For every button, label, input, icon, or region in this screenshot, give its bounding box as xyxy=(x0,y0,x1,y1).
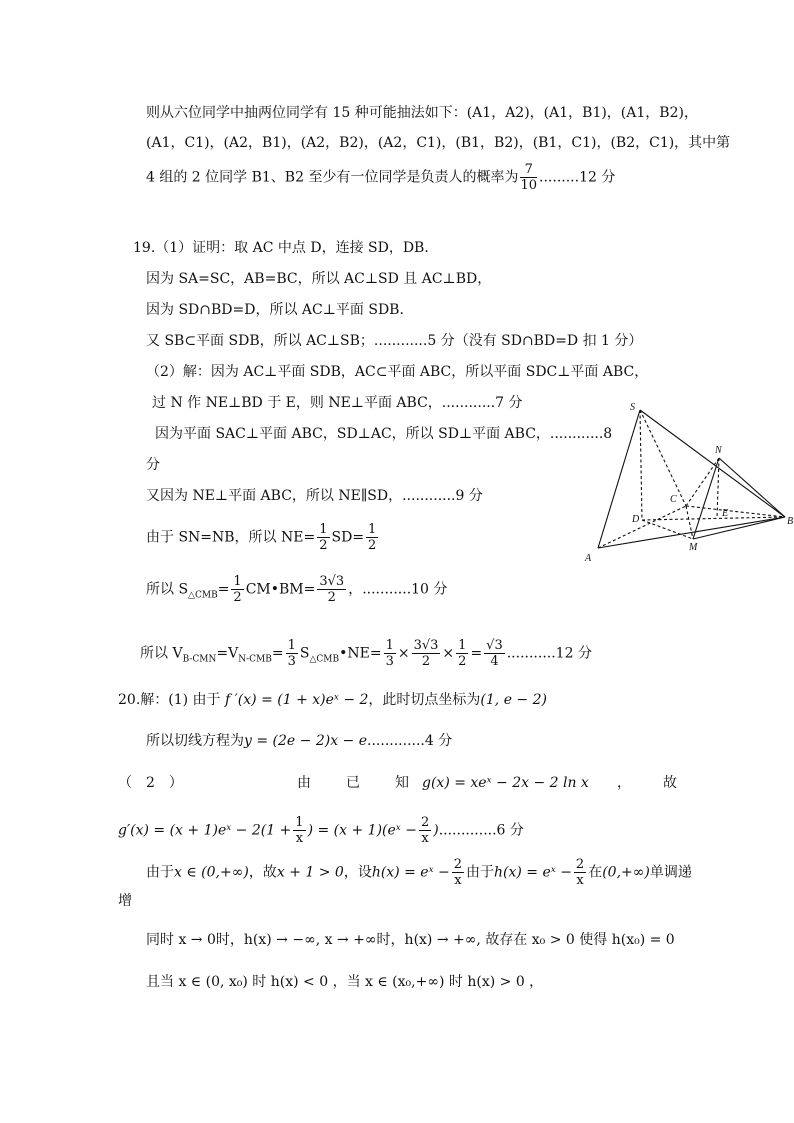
x-denominator: x xyxy=(421,831,429,846)
half-fraction-2 xyxy=(366,522,378,553)
p20-l5-domain: x ∈ (0,+∞) xyxy=(174,864,249,881)
third-numerator: 1 xyxy=(287,638,296,653)
p20-line5b: 增 xyxy=(118,893,132,909)
label-S: S xyxy=(630,402,635,413)
p19-line9 xyxy=(146,522,380,553)
p20-line1 xyxy=(118,690,547,710)
volume-denominator: 4 xyxy=(490,654,499,669)
p20-line7: 且当 x ∈ (0, x₀) 时 h(x) < 0 ，当 x ∈ (x₀,+∞) 时 h(x) > 0 ， xyxy=(146,974,544,990)
x-denominator: x xyxy=(576,873,584,888)
edge-SD xyxy=(640,410,642,520)
x-denominator: x xyxy=(295,831,304,846)
p19-line6: 过 N 作 NE⊥BD 于 E，则 NE⊥平面 ABC，............7 分 xyxy=(152,395,523,411)
p20-l5-i: 在 xyxy=(588,864,603,881)
area-fraction xyxy=(317,574,346,605)
p18-score: .........12 分 xyxy=(539,169,616,186)
prob-denominator: 10 xyxy=(520,178,538,193)
l11-sub2: N-CMB xyxy=(238,654,272,665)
prob-numerator: 7 xyxy=(520,162,537,178)
p20-l3-yi: 已 xyxy=(346,775,360,791)
half-fraction-4 xyxy=(456,638,468,669)
p20-l3-zhi: 知 xyxy=(395,775,409,791)
half-numerator: 1 xyxy=(319,522,328,537)
one-numerator: 1 xyxy=(295,815,304,830)
two-numerator: 2 xyxy=(420,815,430,830)
label-M: M xyxy=(689,542,698,553)
p18-line2: (A1，C1)，(A2，B1)，(A2，B2)，(A2，C1)，(B1，B2)，(B1，C1)，(B2，C1)，其中第 xyxy=(146,135,731,151)
l11-score: ...........12 分 xyxy=(506,645,592,662)
edge-MB xyxy=(693,517,785,539)
l10-text: 所以 S xyxy=(146,581,189,598)
edge-SC xyxy=(640,410,686,506)
edge-SA xyxy=(598,410,640,548)
l10-cm-bm: CM•BM= xyxy=(245,581,316,598)
p20-line2 xyxy=(146,731,452,751)
third-fraction-2 xyxy=(384,638,396,669)
l11-v: =V xyxy=(216,645,239,662)
p20-l5-interval: (0,+∞) xyxy=(602,864,650,881)
half-fraction xyxy=(317,522,329,553)
area-denominator: 2 xyxy=(327,590,336,605)
half-numerator: 1 xyxy=(233,574,242,589)
label-E: E xyxy=(722,508,729,519)
half-denominator: 2 xyxy=(368,538,377,553)
half-fraction-3 xyxy=(231,574,243,605)
edge-CN xyxy=(686,458,719,506)
area-numerator: 3√3 xyxy=(413,638,439,653)
area-denominator: 2 xyxy=(421,654,431,669)
p19-line4: 又 SB⊂平面 SDB，所以 AC⊥SB；............5 分（没有 SD∩BD=D 扣 1 分） xyxy=(146,333,643,349)
two-over-x-2 xyxy=(452,857,464,888)
half-denominator: 2 xyxy=(233,590,242,605)
l10-score: ，...........10 分 xyxy=(348,581,448,598)
p20-l5-a: 由于 xyxy=(146,864,174,881)
p19-line7b: 分 xyxy=(146,457,160,473)
edge-NM xyxy=(693,458,719,539)
p20-tangent-point: (1, e − 2) xyxy=(480,692,547,708)
l11-text: 所以 V xyxy=(140,645,183,662)
half-denominator: 2 xyxy=(319,538,328,553)
l11-ne: •NE= xyxy=(339,645,382,662)
l10-eq: = xyxy=(217,581,230,598)
area-fraction-2 xyxy=(412,638,441,669)
p19-line8: 又因为 NE⊥平面 ABC，所以 NE∥SD，............9 分 xyxy=(146,488,483,504)
p19-line5: （2）解：因为 AC⊥平面 SDB，AC⊂平面 ABC，所以平面 SDC⊥平面 ABC， xyxy=(146,364,649,380)
p20-line5 xyxy=(146,857,692,888)
x-denominator: x xyxy=(454,873,462,888)
p20-g-def: g(x) = xeˣ − 2x − 2 ln x xyxy=(422,775,589,791)
label-D: D xyxy=(632,514,640,525)
l11-sub1: B-CMN xyxy=(182,654,217,665)
p20-derivative: f ′(x) = (1 + x)eˣ − 2 xyxy=(225,692,369,708)
edge-SB xyxy=(640,410,785,517)
times-1: × xyxy=(397,645,410,662)
volume-numerator: √3 xyxy=(486,638,503,653)
p20-l5-h-def: h(x) = eˣ − xyxy=(371,864,450,881)
p19-line9-text: 由于 SN=NB，所以 NE= xyxy=(146,529,316,546)
label-B: B xyxy=(787,516,794,527)
times-2: × xyxy=(442,645,455,662)
eq-sign: = xyxy=(470,645,483,662)
third-fraction xyxy=(286,638,298,669)
two-numerator: 2 xyxy=(575,857,585,872)
p18-line3-text: 4 组的 2 位同学 B1、B2 至少有一位同学是负责人的概率为 xyxy=(146,169,519,186)
p19-line3: 因为 SD∩BD=D，所以 AC⊥平面 SDB． xyxy=(146,302,414,318)
l11-sub3: △CMB xyxy=(309,654,340,665)
p18-line3 xyxy=(146,162,615,193)
two-over-x-3 xyxy=(574,857,586,888)
p20-l5-c: ，故 xyxy=(248,864,277,881)
edge-CM xyxy=(686,506,693,539)
p19-line9-mid: SD= xyxy=(331,529,365,546)
pyramid-figure xyxy=(580,398,794,573)
edge-AC xyxy=(598,506,686,548)
p19-line11 xyxy=(140,638,592,669)
p20-line6: 同时 x → 0时，h(x) → −∞, x → +∞时，h(x) → +∞, 故存在 x₀ > 0 使得 h(x₀) = 0 xyxy=(146,932,675,948)
l11-eq: = xyxy=(271,645,284,662)
half-numerator: 1 xyxy=(458,638,467,653)
p20-l4-c: ) xyxy=(433,822,439,839)
p20-l2-score: .............4 分 xyxy=(367,733,453,749)
p19-line10 xyxy=(146,574,447,605)
third-numerator: 1 xyxy=(385,638,394,653)
p20-l3-comma: ， xyxy=(617,775,631,791)
label-A: A xyxy=(585,553,592,564)
p20-l1-text: 20.解：(1) 由于 xyxy=(118,692,221,708)
p20-l3-part: （ 2 ） xyxy=(118,775,183,791)
label-C: C xyxy=(670,494,677,505)
p20-l2-text: 所以切线方程为 xyxy=(146,733,244,749)
probability-fraction xyxy=(520,162,537,193)
two-over-x xyxy=(419,815,431,846)
volume-fraction xyxy=(484,638,505,669)
area-numerator: 3√3 xyxy=(319,574,345,589)
p20-l4-a: g′(x) = (x + 1)eˣ − 2(1 + xyxy=(118,822,292,839)
edge-DB xyxy=(642,517,785,520)
half-denominator: 2 xyxy=(458,654,467,669)
p20-l4-b: ) = (x + 1)(eˣ − xyxy=(307,822,417,839)
p20-l5-h-def2: h(x) = eˣ − xyxy=(494,864,572,881)
p20-l3-you: 由 xyxy=(297,775,311,791)
two-numerator: 2 xyxy=(453,857,463,872)
p20-tangent-line: y = (2e − 2)x − e xyxy=(244,733,368,749)
p19-header: 19.（1）证明：取 AC 中点 D，连接 SD，DB． xyxy=(133,240,439,256)
label-N: N xyxy=(715,445,722,456)
half-numerator: 1 xyxy=(368,522,377,537)
p20-l5-g: 由于 xyxy=(466,864,495,881)
edge-NB xyxy=(719,458,785,517)
one-over-x xyxy=(293,815,305,846)
p19-line7: 因为平面 SAC⊥平面 ABC，SD⊥AC，所以 SD⊥平面 ABC，............8 xyxy=(155,426,613,442)
l10-sub: △CMB xyxy=(188,590,218,601)
p20-l3-gu: 故 xyxy=(663,775,677,791)
p20-l4-score: .............6 分 xyxy=(438,822,524,839)
p19-line2: 因为 SA=SC，AB=BC，所以 AC⊥SD 且 AC⊥BD， xyxy=(146,271,492,287)
l11-s: S xyxy=(299,645,310,662)
third-denominator: 3 xyxy=(287,654,296,669)
p18-line1: 则从六位同学中抽两位同学有 15 种可能抽法如下：(A1，A2)，(A1，B1)，(A1，B2)， xyxy=(146,105,698,121)
p20-l1-mid: ，此时切点坐标为 xyxy=(368,692,481,708)
third-denominator: 3 xyxy=(385,654,394,669)
p20-l5-ineq: x + 1 > 0 xyxy=(276,864,344,881)
p20-l5-e: ，设 xyxy=(343,864,372,881)
p20-l5-k: 单调递 xyxy=(649,864,692,881)
p20-line4 xyxy=(118,815,524,846)
